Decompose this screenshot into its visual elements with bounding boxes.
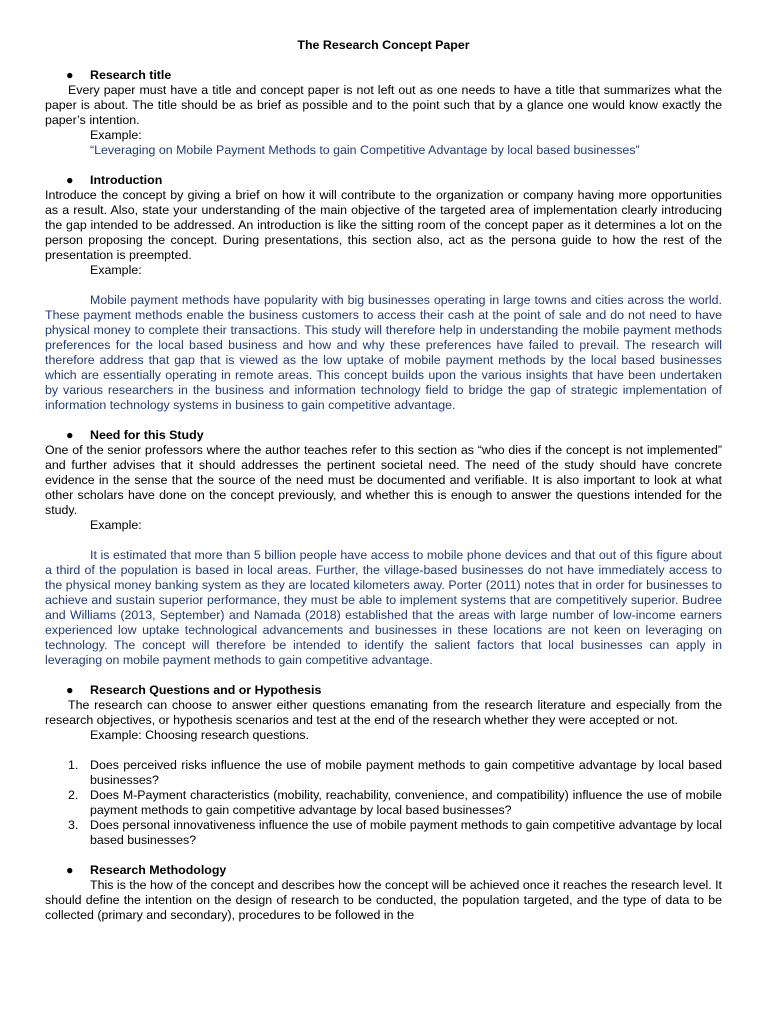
methodology-body: This is the how of the concept and describes how the concept will be achieved once it reaches the research level. It should define the intention on the design of research to be conducted, the population targeted, and the type of data to be collected (primary and secondary), procedures to be followed in the bbox=[45, 878, 722, 922]
need-example: It is estimated that more than 5 billion people have access to mobile phone devices and that out of this figure about a third of the population is based in local areas. Further, the village-based businesses do not have immediately access to the physical money banking system as they are located kilometers away. Porter (2011) notes that in order for businesses to achieve and sustain superior performance, they must be able to implement systems that are competitively superior. Budree and Williams (2013, September) and Namada (2018) established that the areas with large number of low-income earners experienced low uptake technological advancements and businesses in these locations are not keen on leveraging on technology. The concept will therefore be intended to identify the salient factors that local businesses can apply in leveraging on mobile payment methods to gain competitive advantage. bbox=[45, 548, 722, 667]
example-title-quote: “Leveraging on Mobile Payment Methods to gain Competitive Advantage by local based businesses” bbox=[90, 143, 640, 157]
heading-text: Need for this Study bbox=[90, 428, 204, 442]
bullet-icon: ● bbox=[66, 173, 74, 187]
introduction-example: Mobile payment methods have popularity with big businesses operating in large towns and cities across the world. These payment methods enable the business customers to access their cash at the point of sale and do not need to have physical money to complete their transactions. This study will therefore help in understanding the mobile payment methods preferences for the local based business and how and why these preferences have failed to prevail. The research will therefore address that gap that is viewed as the low uptake of mobile payment methods by the local based businesses which are essentially operating in remote areas. This concept builds upon the various insights that have been undertaken by various researchers in the business and information technology field to bridge the gap of strategic implementation of information technology systems in business to gain competitive advantage. bbox=[45, 293, 722, 412]
research-title-body: Every paper must have a title and concept paper is not left out as one needs to have a title that summarizes what the paper is about. The title should be as brief as possible and to the point such that by a glance one would know exactly the paper’s intention. bbox=[45, 83, 722, 127]
heading-introduction bbox=[45, 173, 722, 188]
bullet-icon: ● bbox=[66, 863, 74, 877]
document-title: The Research Concept Paper bbox=[297, 38, 470, 52]
example-label: Example: bbox=[90, 518, 142, 532]
list-number: 3. bbox=[68, 818, 79, 832]
list-number: 2. bbox=[68, 788, 79, 802]
introduction-body: Introduce the concept by giving a brief on how it will contribute to the organization or company having more opportunities as a result. Also, state your understanding of the main objective of the targeted area of implementation clearly introducing the gap intended to be addressed. An introduction is like the sitting room of the concept paper as it determines a lot on the person proposing the concept. During presentations, this section also, act as the persona guide to how the rest of the presentation is preempted. bbox=[45, 188, 722, 262]
example-label: Example: bbox=[90, 128, 142, 142]
heading-methodology bbox=[45, 863, 722, 878]
example-label: Example: Choosing research questions. bbox=[90, 728, 310, 742]
bullet-icon: ● bbox=[66, 68, 74, 82]
list-item bbox=[45, 758, 722, 788]
research-questions-list bbox=[45, 758, 722, 848]
heading-text: Research title bbox=[90, 68, 172, 82]
list-item bbox=[45, 818, 722, 848]
heading-research-questions bbox=[45, 683, 722, 698]
bullet-icon: ● bbox=[66, 428, 74, 442]
heading-research-title bbox=[45, 68, 722, 83]
document-page bbox=[45, 38, 722, 923]
list-number: 1. bbox=[68, 758, 79, 772]
list-item-text: Does personal innovativeness influence the use of mobile payment methods to gain competitive advantage by local based businesses? bbox=[90, 818, 722, 847]
heading-text: Introduction bbox=[90, 173, 163, 187]
list-item-text: Does perceived risks influence the use of mobile payment methods to gain competitive advantage by local based businesses? bbox=[90, 758, 722, 787]
heading-need bbox=[45, 428, 722, 443]
bullet-icon: ● bbox=[66, 683, 74, 697]
need-body: One of the senior professors where the author teaches refer to this section as “who dies if the concept is not implemented” and further advises that it should addresses the pertinent societal need. The need of the study should have concrete evidence in the sense that the source of the need must be documented and verifiable. It is also important to look at what other scholars have done on the concept previously, and whether this is enough to answer the questions intended for the study. bbox=[45, 443, 722, 517]
list-item bbox=[45, 788, 722, 818]
list-item-text: Does M-Payment characteristics (mobility, reachability, convenience, and compatibility) influence the use of mobile payment methods to gain competitive advantage by local based businesses? bbox=[90, 788, 722, 817]
heading-text: Research Methodology bbox=[90, 863, 227, 877]
heading-text: Research Questions and or Hypothesis bbox=[90, 683, 322, 697]
example-label: Example: bbox=[90, 263, 142, 277]
questions-body: The research can choose to answer either questions emanating from the research literature and especially from the research objectives, or hypothesis scenarios and test at the end of the research whether they were accepted or not. bbox=[45, 698, 722, 727]
